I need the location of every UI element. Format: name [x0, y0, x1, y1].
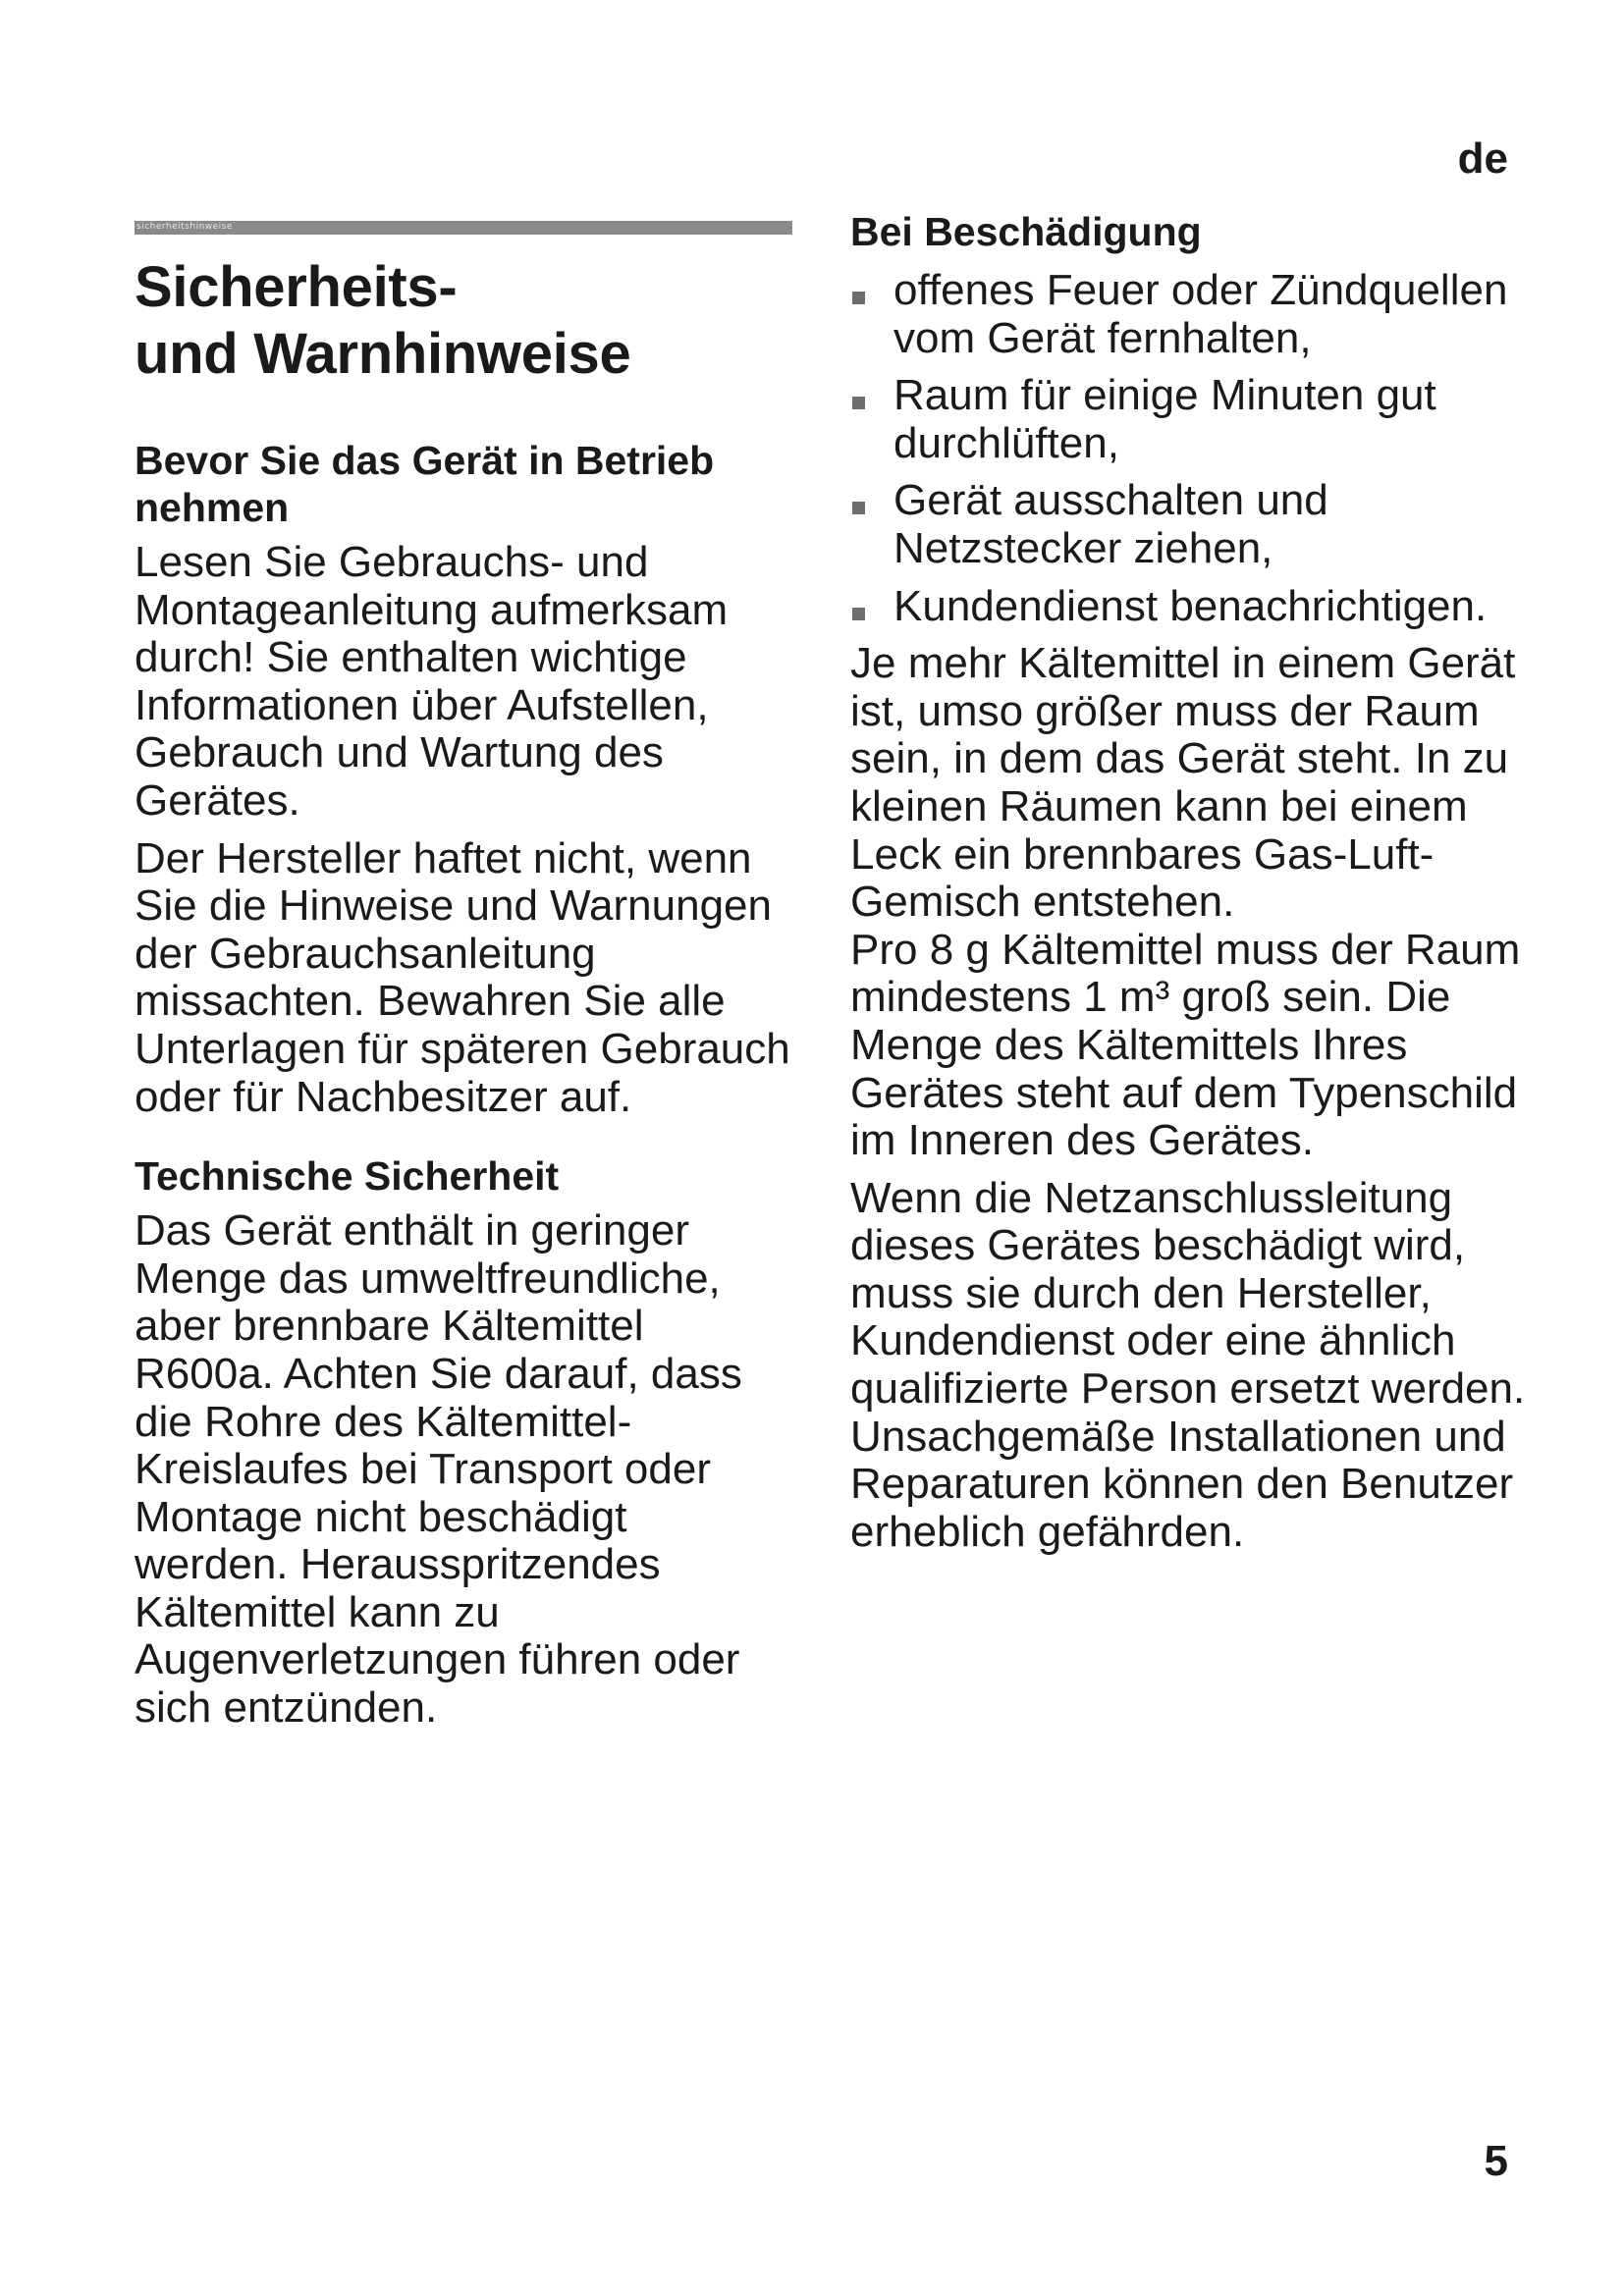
- list-item: [850, 372, 1528, 467]
- list-item: [850, 477, 1528, 572]
- bullet-square-icon: [852, 502, 865, 514]
- page-title-line-1: Sicherheits-: [135, 255, 458, 319]
- heading-if-damaged: Bei Beschädigung: [850, 209, 1202, 254]
- paragraph-refrigerant: Das Gerät enthält in geringer Menge das umweltfreundliche, aber brennbare Kältemittel R600a. Achten Sie darauf, dass die Rohre des Kältemittel-Kreislaufes bei Transport oder Montage nicht beschädigt werden. Herausspritzendes Kältemittel kann zu Augenverletzungen führen oder sich entzünden.: [135, 1206, 742, 1733]
- bullet-square-icon: [852, 292, 865, 304]
- right-column: [850, 208, 1528, 1556]
- section-rule: [135, 221, 792, 235]
- bullet-square-icon: [852, 608, 865, 620]
- paragraph-read-instructions: Lesen Sie Gebrauchs- und Montageanleitung aufmerksam durch! Sie enthalten wichtige Informationen über Aufstellen, Gebrauch und Wartung des Gerätes.: [135, 538, 729, 825]
- list-item: [850, 583, 1528, 631]
- damage-steps-list: [850, 267, 1528, 630]
- language-code: de: [1457, 134, 1508, 183]
- list-item-text: Gerät ausschalten und Netzstecker ziehen,: [893, 476, 1328, 572]
- list-item-text: Raum für einige Minuten gut durchlüften,: [893, 371, 1436, 467]
- paragraph-power-cord: Wenn die Netzanschlussleitung dieses Gerätes beschädigt wird, muss sie durch den Hersteller, Kundendienst oder eine ähnlich qualifizierte Person ersetzt werden. Unsachgemäße Installationen und Reparaturen können den Benutzer erheblich gefährden.: [850, 1173, 1526, 1556]
- list-item-text: offenes Feuer oder Zündquellen vom Gerät fernhalten,: [893, 266, 1508, 362]
- page-title: [135, 254, 792, 388]
- list-item: [850, 267, 1528, 362]
- bullet-square-icon: [852, 397, 865, 409]
- paragraph-refrigerant-amount: Pro 8 g Kältemittel muss der Raum mindestens 1 m³ groß sein. Die Menge des Kältemittels Ihres Gerätes steht auf dem Typenschild im Inneren des Gerätes.: [850, 925, 1521, 1165]
- left-column: [135, 221, 792, 1733]
- page-title-line-2: und Warnhinweise: [135, 322, 631, 386]
- page-number: 5: [1484, 2137, 1508, 2185]
- heading-before-operation: Bevor Sie das Gerät in Betrieb nehmen: [135, 438, 715, 530]
- heading-technical-safety: Technische Sicherheit: [135, 1153, 560, 1200]
- section-rule-label: sicherheitshinweise: [136, 222, 233, 232]
- paragraph-room-size: Je mehr Kältemittel in einem Gerät ist, umso größer muss der Raum sein, in dem das Gerät steht. In zu kleinen Räumen kann bei einem Leck ein brennbares Gas-Luft-Gemisch entstehen.: [850, 639, 1516, 927]
- list-item-text: Kundendienst benachrichtigen.: [893, 581, 1488, 630]
- paragraph-manufacturer-liability: Der Hersteller haftet nicht, wenn Sie die Hinweise und Warnungen der Gebrauchsanleitung missachten. Bewahren Sie alle Unterlagen für späteren Gebrauch oder für Nachbesitzer auf.: [135, 833, 790, 1121]
